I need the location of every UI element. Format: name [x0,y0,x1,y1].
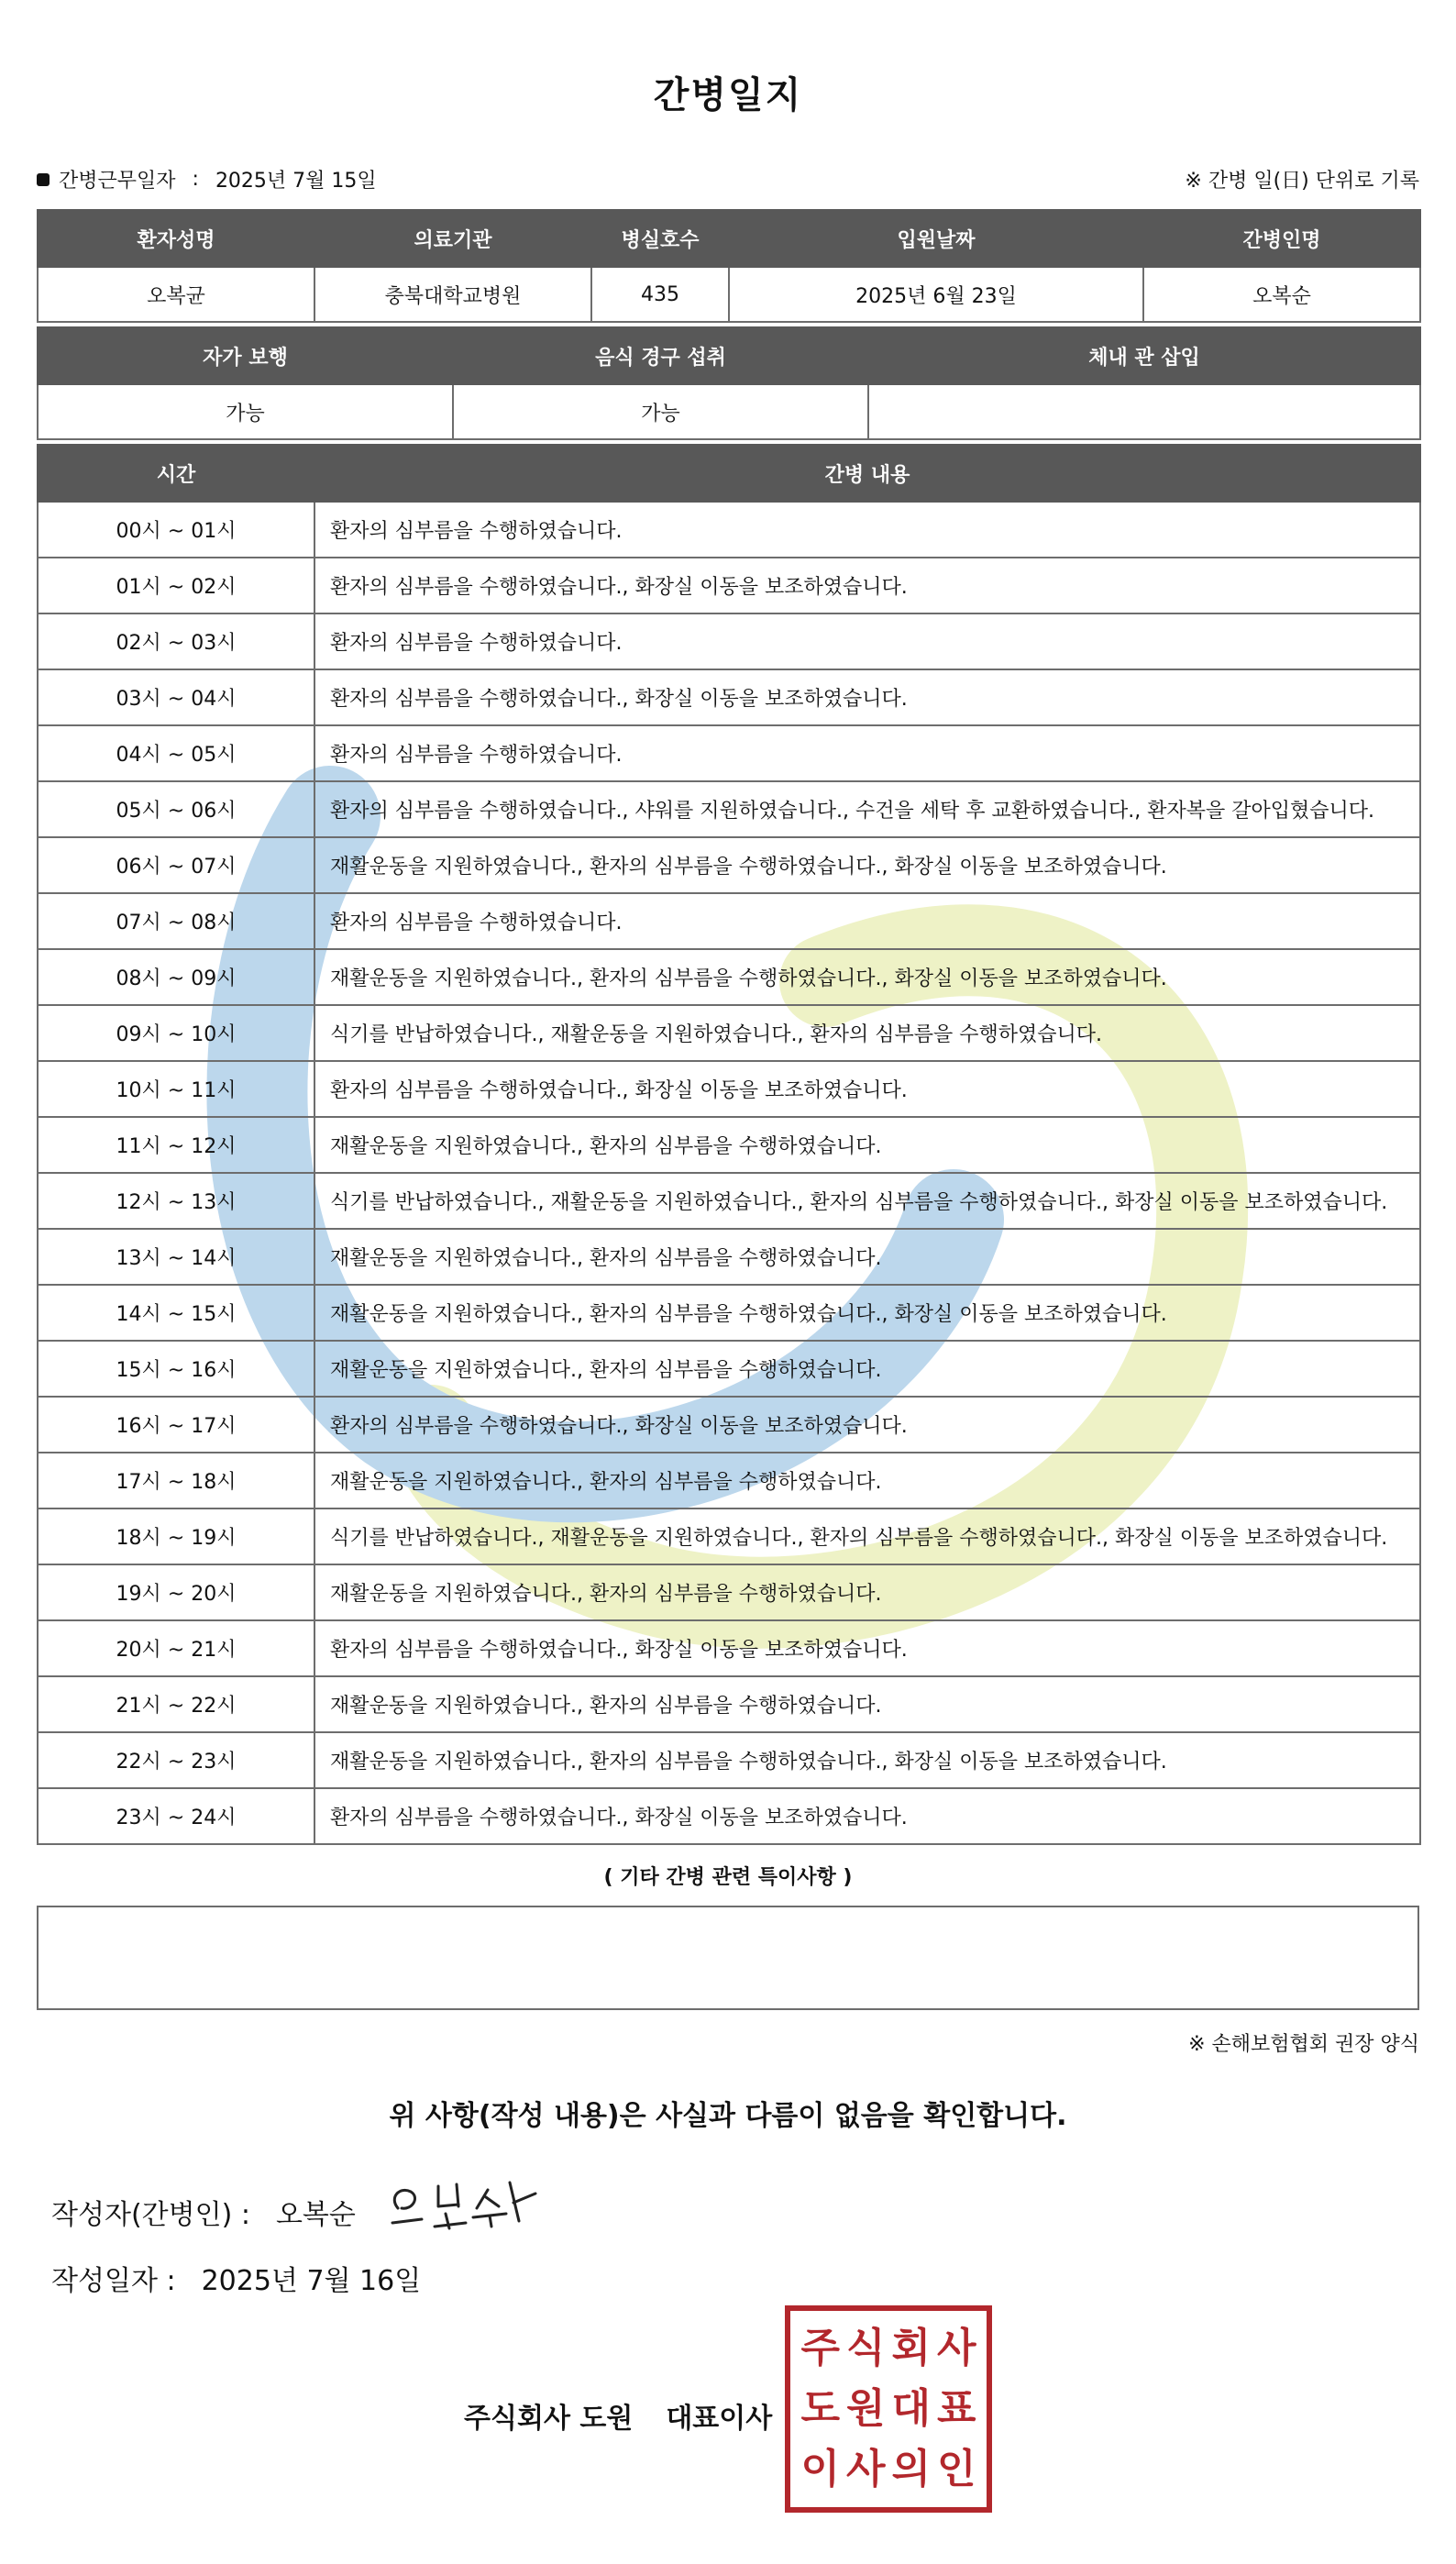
time-cell: 23시 ~ 24시 [38,1788,314,1844]
company-name: 주식회사 도원 [464,2403,634,2435]
patient-name-value: 오복균 [38,267,314,322]
table-row [38,1341,1420,1397]
care-content-cell: 재활운동을 지원하였습니다., 환자의 심부름을 수행하였습니다. [314,1564,1420,1620]
time-cell: 10시 ~ 11시 [38,1061,314,1117]
time-cell: 11시 ~ 12시 [38,1117,314,1173]
confirm-statement: 위 사항(작성 내용)은 사실과 다름이 없음을 확인합니다. [389,2100,1067,2132]
handwritten-signature [381,2166,556,2239]
time-cell: 07시 ~ 08시 [38,893,314,949]
care-log-table [37,444,1421,1845]
table-row [38,725,1420,781]
header-room-number: 병실호수 [591,210,729,267]
table-row [38,1229,1420,1285]
work-date-label: 간병근무일자 [59,170,176,193]
care-content-cell: 재활운동을 지원하였습니다., 환자의 심부름을 수행하였습니다., 화장실 이동을 보조하였습니다. [314,1285,1420,1341]
patient-info-table [37,209,1421,323]
care-content-cell: 환자의 심부름을 수행하였습니다., 화장실 이동을 보조하였습니다. [314,669,1420,725]
table-row [38,1285,1420,1341]
time-cell: 04시 ~ 05시 [38,725,314,781]
care-content-cell: 재활운동을 지원하였습니다., 환자의 심부름을 수행하였습니다. [314,1341,1420,1397]
table-row [38,1564,1420,1620]
care-content-cell: 환자의 심부름을 수행하였습니다., 화장실 이동을 보조하였습니다. [314,1397,1420,1453]
table-row [38,781,1420,837]
care-content-cell: 재활운동을 지원하였습니다., 환자의 심부름을 수행하였습니다. [314,1229,1420,1285]
stamp-char: 인 [936,2446,976,2492]
care-content-cell: 재활운동을 지원하였습니다., 환자의 심부름을 수행하였습니다., 화장실 이동을 보조하였습니다. [314,949,1420,1005]
time-cell: 06시 ~ 07시 [38,837,314,893]
special-notes-box [37,1906,1419,2010]
ability-value-row [38,384,1420,439]
table-row [38,502,1420,558]
meta-row [37,165,1419,198]
header-patient-name: 환자성명 [38,210,314,267]
care-content-cell: 식기를 반납하였습니다., 재활운동을 지원하였습니다., 환자의 심부름을 수행하였습니다., 화장실 이동을 보조하였습니다. [314,1509,1420,1564]
stamp-char: 식 [845,2325,886,2371]
table-row [38,1509,1420,1564]
stamp-characters [798,2318,979,2500]
time-cell: 22시 ~ 23시 [38,1732,314,1788]
stamp-char: 의 [891,2446,931,2492]
table-row [38,1397,1420,1453]
ability-header-row [38,327,1420,384]
special-notes-title: ( 기타 간병 관련 특이사항 ) [603,1866,853,1889]
care-content-cell: 환자의 심부름을 수행하였습니다. [314,893,1420,949]
time-cell: 00시 ~ 01시 [38,502,314,558]
recommend-note: ※ 손해보험협회 권장 양식 [1188,2033,1419,2056]
care-content-cell: 환자의 심부름을 수행하였습니다., 화장실 이동을 보조하였습니다. [314,1788,1420,1844]
stamp-char: 원 [845,2385,886,2432]
write-date-label: 작성일자 : [51,2265,176,2297]
care-content-cell: 환자의 심부름을 수행하였습니다. [314,613,1420,669]
room-number-value: 435 [591,267,729,322]
stamp-char: 사 [845,2446,886,2492]
caregiver-name-value: 오복순 [1143,267,1420,322]
page-title: 간병일지 [653,74,803,116]
table-row [38,1620,1420,1676]
time-cell: 18시 ~ 19시 [38,1509,314,1564]
work-date [37,165,377,193]
header-tube-insertion: 체내 관 삽입 [868,327,1420,384]
time-cell: 16시 ~ 17시 [38,1397,314,1453]
bullet-icon [37,173,50,186]
care-content-cell: 환자의 심부름을 수행하였습니다., 샤워를 지원하였습니다., 수건을 세탁 후 교환하였습니다., 환자복을 갈아입혔습니다. [314,781,1420,837]
time-cell: 14시 ~ 15시 [38,1285,314,1341]
table-row [38,1788,1420,1844]
stamp-char: 이 [800,2446,840,2492]
time-cell: 02시 ~ 03시 [38,613,314,669]
table-row [38,1676,1420,1732]
time-cell: 21시 ~ 22시 [38,1676,314,1732]
admission-date-value: 2025년 6월 23일 [729,267,1143,322]
care-content-cell: 환자의 심부름을 수행하였습니다., 화장실 이동을 보조하였습니다. [314,1620,1420,1676]
unit-note: ※ 간병 일(日) 단위로 기록 [1185,170,1419,193]
header-admission-date: 입원날짜 [729,210,1143,267]
hospital-value: 충북대학교병원 [314,267,591,322]
table-row [38,669,1420,725]
header-hospital: 의료기관 [314,210,591,267]
care-content-cell: 환자의 심부름을 수행하였습니다., 화장실 이동을 보조하였습니다. [314,558,1420,613]
stamp-char: 주 [800,2325,840,2371]
care-content-cell: 환자의 심부름을 수행하였습니다. [314,725,1420,781]
care-content-cell: 재활운동을 지원하였습니다., 환자의 심부름을 수행하였습니다. [314,1117,1420,1173]
work-date-separator: : [192,168,199,191]
stamp-char: 사 [936,2325,976,2371]
time-cell: 01시 ~ 02시 [38,558,314,613]
time-cell: 09시 ~ 10시 [38,1005,314,1061]
table-row [38,837,1420,893]
care-content-cell: 재활운동을 지원하였습니다., 환자의 심부름을 수행하였습니다. [314,1453,1420,1509]
oral-intake-value: 가능 [453,384,868,439]
care-content-cell: 식기를 반납하였습니다., 재활운동을 지원하였습니다., 환자의 심부름을 수행하였습니다., 화장실 이동을 보조하였습니다. [314,1173,1420,1229]
stamp-char: 표 [936,2385,976,2432]
company-seal-stamp [785,2305,992,2513]
writer-name: 오복순 [275,2199,356,2231]
time-cell: 12시 ~ 13시 [38,1173,314,1229]
writer-label: 작성자(간병인) : [51,2199,250,2231]
table-row [38,1005,1420,1061]
stamp-char: 대 [891,2385,931,2432]
ceo-label: 대표이사 [666,2403,773,2435]
time-cell: 03시 ~ 04시 [38,669,314,725]
table-row [38,613,1420,669]
time-cell: 13시 ~ 14시 [38,1229,314,1285]
patient-ability-table [37,326,1421,440]
time-cell: 15시 ~ 16시 [38,1341,314,1397]
time-cell: 17시 ~ 18시 [38,1453,314,1509]
stamp-char: 도 [800,2385,840,2432]
table-row [38,949,1420,1005]
care-content-cell: 재활운동을 지원하였습니다., 환자의 심부름을 수행하였습니다., 화장실 이동을 보조하였습니다. [314,837,1420,893]
write-date-value: 2025년 7월 16일 [201,2265,422,2297]
table-row [38,1173,1420,1229]
time-cell: 08시 ~ 09시 [38,949,314,1005]
self-walking-value: 가능 [38,384,453,439]
time-cell: 20시 ~ 21시 [38,1620,314,1676]
stamp-char: 회 [891,2325,931,2371]
write-date-line [51,2258,421,2298]
header-caregiver-name: 간병인명 [1143,210,1420,267]
table-row [38,893,1420,949]
care-content-cell: 환자의 심부름을 수행하였습니다., 화장실 이동을 보조하였습니다. [314,1061,1420,1117]
time-cell: 05시 ~ 06시 [38,781,314,837]
header-time: 시간 [38,445,314,502]
care-content-cell: 재활운동을 지원하였습니다., 환자의 심부름을 수행하였습니다. [314,1676,1420,1732]
time-cell: 19시 ~ 20시 [38,1564,314,1620]
tube-insertion-value [868,384,1420,439]
table-row [38,1732,1420,1788]
table-row [38,1453,1420,1509]
care-log-header-row [38,445,1420,502]
company-line [464,2395,772,2436]
writer-line [51,2192,356,2232]
patient-info-value-row [38,267,1420,322]
table-row [38,558,1420,613]
header-care-content: 간병 내용 [314,445,1420,502]
care-content-cell: 재활운동을 지원하였습니다., 환자의 심부름을 수행하였습니다., 화장실 이동을 보조하였습니다. [314,1732,1420,1788]
patient-info-header-row [38,210,1420,267]
care-content-cell: 환자의 심부름을 수행하였습니다. [314,502,1420,558]
header-oral-intake: 음식 경구 섭취 [453,327,868,384]
care-content-cell: 식기를 반납하였습니다., 재활운동을 지원하였습니다., 환자의 심부름을 수행하였습니다. [314,1005,1420,1061]
table-row [38,1061,1420,1117]
table-row [38,1117,1420,1173]
header-self-walking: 자가 보행 [38,327,453,384]
work-date-value: 2025년 7월 15일 [215,170,377,193]
